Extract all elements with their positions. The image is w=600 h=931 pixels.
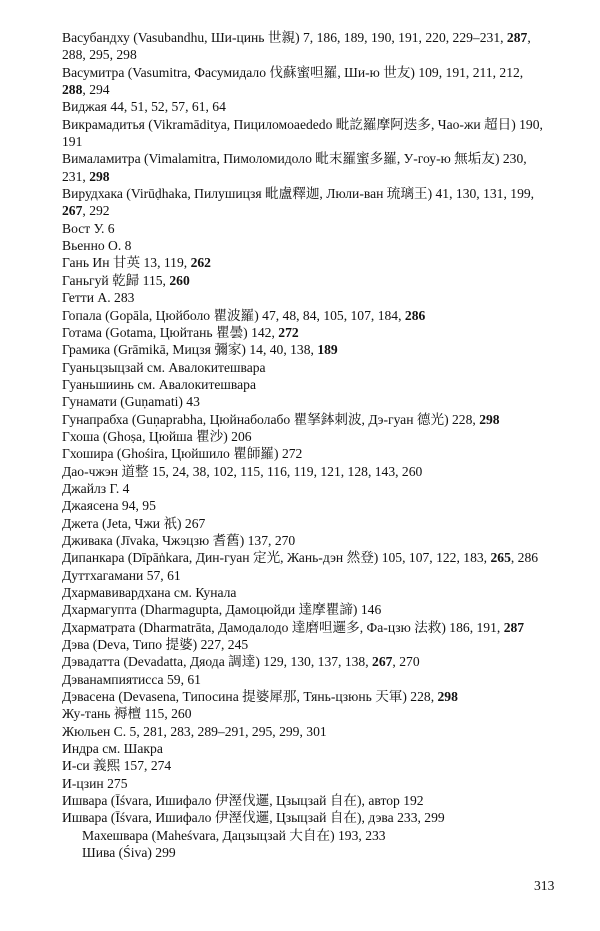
entry-continuation-line: 191 bbox=[62, 134, 83, 150]
index-entry bbox=[62, 150, 564, 185]
entry-line: Дхарматрата (Dharmatrāta, Дамодалодо 達磨呾邏多, Фа-цзю 法救) 186, 191, 287 bbox=[62, 619, 525, 635]
index-entry bbox=[62, 341, 564, 358]
index-entry bbox=[62, 792, 564, 809]
entry-line: Джайлз Г. 4 bbox=[62, 480, 130, 496]
entry-line: Дао-чжэн 道整 15, 24, 38, 102, 115, 116, 119, 121, 128, 143, 260 bbox=[62, 463, 423, 479]
index-entry bbox=[62, 185, 564, 220]
bold-page-reference: 265 bbox=[490, 550, 511, 566]
entry-line: Гхошира (Ghośira, Цюйшило 瞿師羅) 272 bbox=[62, 446, 303, 462]
bold-page-reference: 287 bbox=[503, 619, 525, 635]
index-entry bbox=[62, 497, 564, 514]
bold-page-reference: 298 bbox=[479, 411, 500, 427]
entry-continuation-line: 288, 295, 298 bbox=[62, 47, 137, 63]
entry-continuation-line: 288, 294 bbox=[62, 82, 110, 98]
index-entry bbox=[62, 705, 564, 722]
entry-line: Гунамати (Guṇamati) 43 bbox=[62, 394, 200, 410]
index-entry bbox=[62, 809, 564, 826]
index-entry bbox=[62, 29, 564, 64]
index-entry bbox=[62, 584, 564, 601]
index-entry bbox=[62, 376, 564, 393]
index-entry bbox=[62, 98, 564, 115]
page-number: 313 bbox=[534, 878, 555, 893]
index-entry bbox=[62, 532, 564, 549]
index-entry bbox=[62, 254, 564, 271]
entry-line: Готама (Gotama, Цюйтань 瞿曇) 142, 272 bbox=[62, 324, 299, 340]
bold-page-reference: 189 bbox=[317, 342, 338, 358]
index-entry bbox=[62, 220, 564, 237]
entry-line: Ишвара (Īśvara, Ишифало 伊溼伐邏, Цзыцзай 自在), дэва 233, 299 bbox=[62, 810, 445, 826]
entry-line: Гхоша (Ghoṣa, Цюйша 瞿沙) 206 bbox=[62, 428, 252, 444]
entry-continuation-line: 231, 298 bbox=[62, 168, 110, 184]
index-entry bbox=[62, 359, 564, 376]
entry-line: Жу-тань 褥檀 115, 260 bbox=[62, 706, 192, 722]
entry-line: Дэванампиятисса 59, 61 bbox=[62, 671, 201, 687]
entry-line: И-цзин 275 bbox=[62, 775, 128, 791]
bold-page-reference: 287 bbox=[506, 30, 528, 45]
entry-line: И-си 義熙 157, 274 bbox=[62, 758, 172, 774]
bold-page-reference: 286 bbox=[404, 307, 426, 323]
bold-page-reference: 267 bbox=[372, 654, 393, 670]
entry-line: Гунапрабха (Guṇaprabha, Цюйнаболабо 瞿拏鉢刺波, Дэ-гуан 德光) 228, 298 bbox=[62, 411, 500, 427]
entry-line: Дэвасена (Devasena, Типосина 提婆犀那, Тянь-цзюнь 天軍) 228, 298 bbox=[62, 689, 458, 705]
bold-page-reference: 262 bbox=[190, 255, 211, 271]
index-entry bbox=[62, 64, 564, 99]
entry-line: Гуаньцзыцзай см. Авалокитешвара bbox=[62, 359, 266, 375]
entry-line: Гопала (Gopāla, Цюйболо 瞿波羅) 47, 48, 84, 105, 107, 184, 286 bbox=[62, 307, 426, 323]
index-entry bbox=[62, 688, 564, 705]
index-entry bbox=[62, 307, 564, 324]
entry-line: Вьенно О. 8 bbox=[62, 238, 132, 254]
index-entry bbox=[62, 515, 564, 532]
entry-line: Шива (Śiva) 299 bbox=[82, 845, 176, 861]
bold-page-reference: 260 bbox=[169, 272, 190, 288]
index-entry bbox=[62, 775, 564, 792]
entry-line: Махешвара (Maheśvara, Дацзыцзай 大自在) 193, 233 bbox=[82, 827, 386, 843]
index-entry bbox=[62, 549, 564, 566]
index-entry bbox=[62, 116, 564, 151]
index-entry bbox=[62, 428, 564, 445]
index-entry bbox=[62, 480, 564, 497]
index-entry bbox=[62, 289, 564, 306]
entry-line: Васумитра (Vasumitra, Фасумидало 伐蘇蜜呾羅, Ши-ю 世友) 109, 191, 211, 212, bbox=[62, 64, 524, 80]
entry-line: Жюльен С. 5, 281, 283, 289–291, 295, 299, 301 bbox=[62, 723, 327, 739]
index-entry bbox=[62, 463, 564, 480]
bold-page-reference: 272 bbox=[278, 324, 299, 340]
entry-line: Вирудхака (Virūḍhaka, Пилушицзя 毗盧釋迦, Люли-ван 琉璃王) 41, 130, 131, 199, bbox=[62, 186, 535, 202]
entry-line: Дэва (Deva, Типо 提婆) 227, 245 bbox=[62, 637, 249, 653]
index-entry bbox=[62, 723, 564, 740]
entry-line: Джаясена 94, 95 bbox=[62, 498, 156, 514]
entry-line: Джета (Jeta, Чжи 祇) 267 bbox=[62, 515, 206, 531]
index-entry bbox=[62, 757, 564, 774]
index-entry bbox=[62, 237, 564, 254]
bold-page-reference: 298 bbox=[89, 168, 110, 184]
entry-continuation-line: 267, 292 bbox=[62, 203, 110, 219]
bold-page-reference: 298 bbox=[437, 689, 458, 705]
entry-line: Виджая 44, 51, 52, 57, 61, 64 bbox=[62, 99, 226, 115]
entry-line: Дуттхагамани 57, 61 bbox=[62, 567, 181, 583]
index-entry bbox=[62, 671, 564, 688]
entry-line: Грамика (Grāmikā, Мицзя 彌家) 14, 40, 138, 189 bbox=[62, 342, 338, 358]
index-subentry bbox=[62, 827, 564, 844]
entry-line: Гань Ин 甘英 13, 119, 262 bbox=[62, 255, 211, 271]
index-entry bbox=[62, 393, 564, 410]
entry-line: Дэвадатта (Devadatta, Дяода 調達) 129, 130, 137, 138, 267, 270 bbox=[62, 654, 420, 670]
entry-line: Дживака (Jīvaka, Чжэцзю 耆舊) 137, 270 bbox=[62, 532, 296, 548]
index-entry bbox=[62, 324, 564, 341]
entry-line: Викрамадитья (Vikramāditya, Пициломоаededo 毗訖羅摩阿迭多, Чао-жи 超日) 190, bbox=[62, 116, 543, 132]
index-subentry bbox=[62, 844, 564, 861]
entry-line: Васубандху (Vasubandhu, Ши-цинь 世親) 7, 186, 189, 190, 191, 220, 229–231, 287, bbox=[62, 30, 531, 45]
bold-page-reference: 267 bbox=[62, 203, 83, 219]
index-entry bbox=[62, 411, 564, 428]
entry-line: Вост У. 6 bbox=[62, 220, 115, 236]
entry-line: Гуаньшиинь см. Авалокитешвара bbox=[62, 376, 257, 392]
index-entry bbox=[62, 619, 564, 636]
index-entry bbox=[62, 601, 564, 618]
index-entry bbox=[62, 567, 564, 584]
entry-line: Дипанкара (Dīpāṅkara, Дин-гуан 定光, Жань-дэн 然登) 105, 107, 122, 183, 265, 286 bbox=[62, 550, 539, 566]
entry-line: Дхармагупта (Dharmagupta, Дамоцюйди 達摩瞿諦) 146 bbox=[62, 602, 382, 618]
index-entry bbox=[62, 636, 564, 653]
index-page bbox=[62, 29, 564, 862]
index-entry bbox=[62, 653, 564, 670]
index-entry bbox=[62, 272, 564, 289]
index-entry bbox=[62, 445, 564, 462]
entry-line: Ишвара (Īśvara, Ишифало 伊溼伐邏, Цзыцзай 自在), автор 192 bbox=[62, 793, 424, 809]
entry-line: Вималамитра (Vimalamitra, Пимоломидоло 毗末羅蜜多羅, У-гоу-ю 無垢友) 230, bbox=[62, 151, 527, 167]
entry-line: Дхармавивардхана см. Кунала bbox=[62, 585, 237, 600]
entry-line: Гетти А. 283 bbox=[62, 290, 135, 306]
entry-line: Ганьгуй 乾歸 115, 260 bbox=[62, 272, 190, 288]
index-entry bbox=[62, 740, 564, 757]
bold-page-reference: 288 bbox=[62, 82, 83, 98]
entry-line: Индра см. Шакра bbox=[62, 741, 163, 757]
